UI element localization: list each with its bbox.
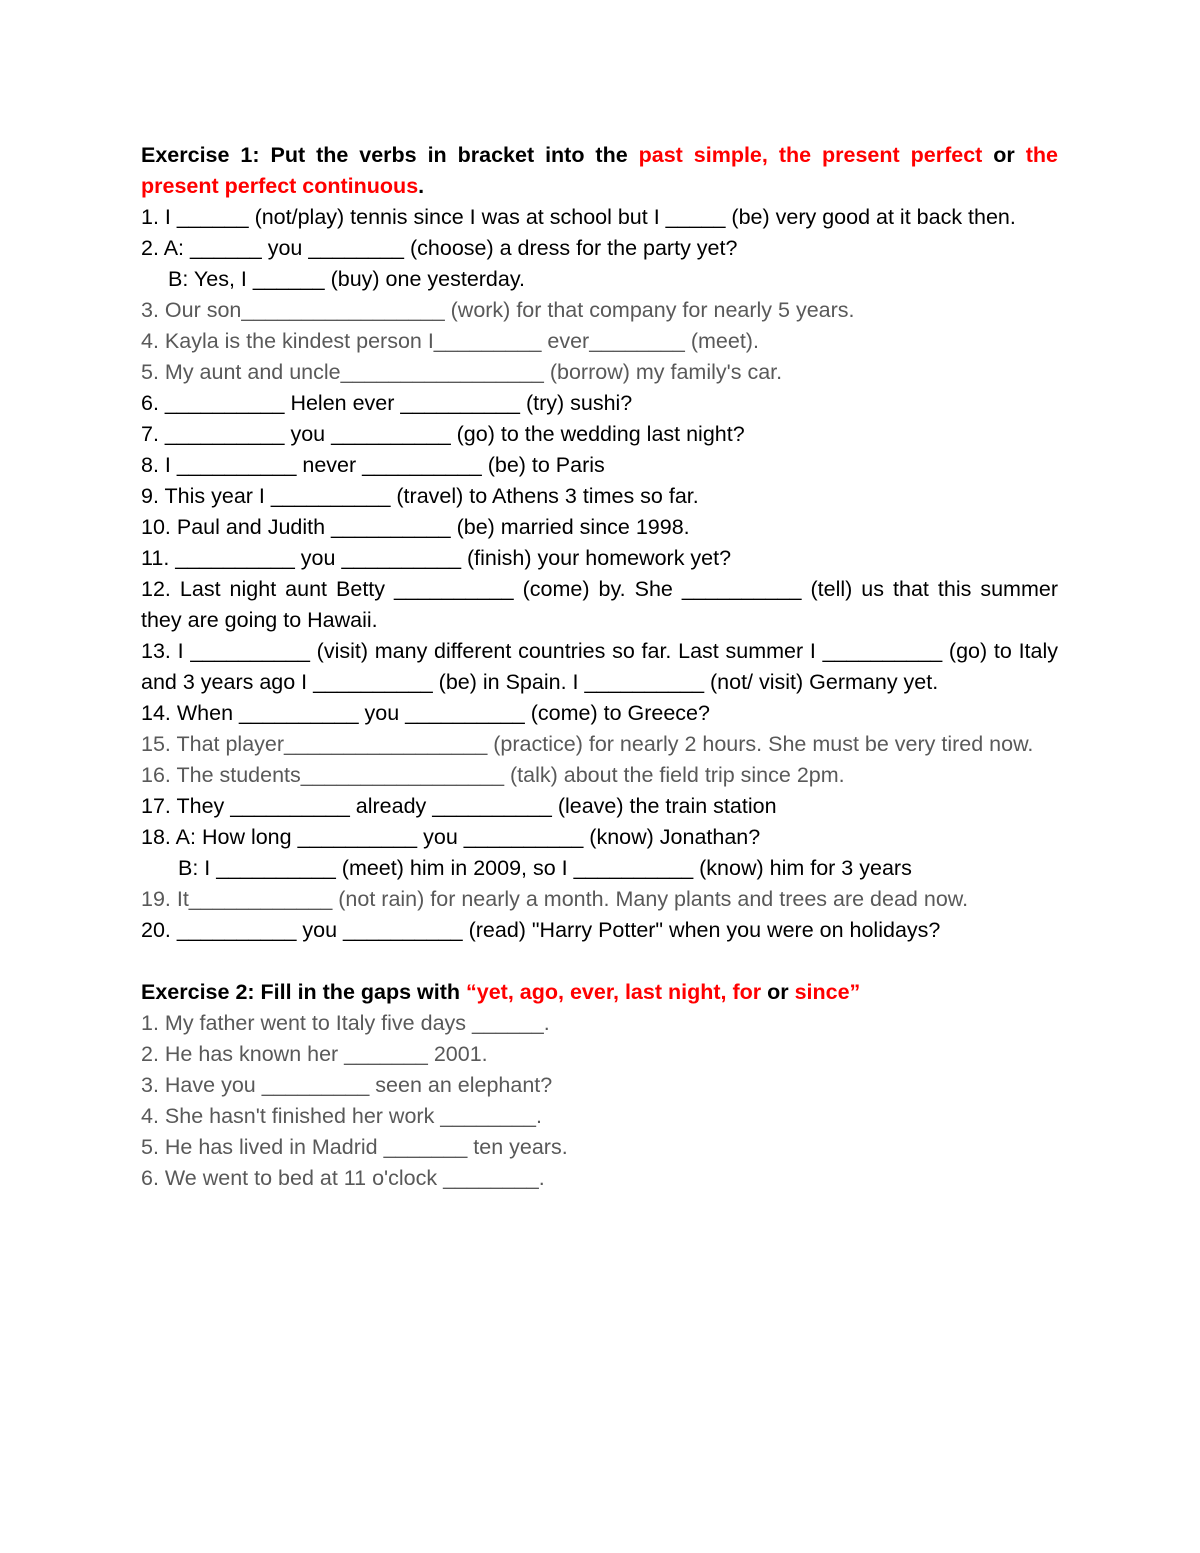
ex1-question-17: 17. They __________ already __________ (leave) the train station bbox=[141, 794, 777, 818]
exercise-1-tense-continuous: the present perfect continuous bbox=[141, 143, 1058, 198]
ex1-question-18a: 18. A: How long __________ you __________ (know) Jonathan? bbox=[141, 825, 761, 849]
worksheet bbox=[141, 140, 1058, 1194]
exercise-1-instruction: : Put the verbs in bracket into the bbox=[252, 143, 639, 167]
ex1-question-10: 10. Paul and Judith __________ (be) married since 1998. bbox=[141, 515, 690, 539]
ex2-question-1: 1. My father went to Italy five days ______. bbox=[141, 1011, 550, 1035]
ex1-question-19: 19. It____________ (not rain) for nearly a month. Many plants and trees are dead now. bbox=[141, 887, 969, 911]
exercise-2-or: or bbox=[761, 980, 795, 1004]
ex2-question-6: 6. We went to bed at 11 o'clock ________. bbox=[141, 1166, 545, 1190]
ex1-question-16: 16. The students_________________ (talk) about the field trip since 2pm. bbox=[141, 763, 845, 787]
ex1-question-2b: B: Yes, I ______ (buy) one yesterday. bbox=[168, 267, 525, 291]
exercise-1-period: . bbox=[418, 174, 425, 198]
exercise-1-tenses: past simple, the present perfect bbox=[638, 143, 983, 167]
ex1-question-3: 3. Our son_________________ (work) for that company for nearly 5 years. bbox=[141, 298, 855, 322]
ex2-question-4: 4. She hasn't finished her work ________. bbox=[141, 1104, 542, 1128]
ex1-question-5: 5. My aunt and uncle_________________ (borrow) my family's car. bbox=[141, 360, 783, 384]
exercise-1-or: or bbox=[982, 143, 1015, 167]
ex2-question-5: 5. He has lived in Madrid _______ ten years. bbox=[141, 1135, 568, 1159]
exercise-2-heading bbox=[141, 977, 1058, 1008]
ex1-question-9: 9. This year I __________ (travel) to Athens 3 times so far. bbox=[141, 484, 699, 508]
ex1-question-4: 4. Kayla is the kindest person I_________ ever________ (meet). bbox=[141, 329, 759, 353]
exercise-1-label: Exercise 1 bbox=[141, 143, 253, 167]
ex1-question-15: 15. That player_________________ (practice) for nearly 2 hours. She must be very tired now. bbox=[141, 732, 1034, 756]
ex1-question-8: 8. I __________ never __________ (be) to Paris bbox=[141, 453, 605, 477]
exercise-2-since: since” bbox=[794, 980, 861, 1004]
ex1-question-6: 6. __________ Helen ever __________ (try) sushi? bbox=[141, 391, 633, 415]
ex1-question-14: 14. When __________ you __________ (come) to Greece? bbox=[141, 701, 710, 725]
ex1-question-13: 13. I __________ (visit) many different countries so far. Last summer I __________ (go) to Italy and 3 years ago I __________ (be) in Spain. I __________ (not/ visit) Germany yet. bbox=[141, 639, 1058, 694]
exercise-2-instruction: : Fill in the gaps with bbox=[247, 980, 466, 1004]
ex1-question-12: 12. Last night aunt Betty __________ (come) by. She __________ (tell) us that this summer they are going to Hawaii. bbox=[141, 577, 1058, 632]
ex1-question-1: 1. I ______ (not/play) tennis since I was at school but I _____ (be) very good at it back then. bbox=[141, 205, 1016, 229]
ex2-question-3: 3. Have you _________ seen an elephant? bbox=[141, 1073, 553, 1097]
ex1-question-20: 20. __________ you __________ (read) "Harry Potter" when you were on holidays? bbox=[141, 918, 941, 942]
ex1-question-7: 7. __________ you __________ (go) to the wedding last night? bbox=[141, 422, 745, 446]
exercise-1-heading bbox=[141, 140, 1058, 202]
ex1-question-18b: B: I __________ (meet) him in 2009, so I __________ (know) him for 3 years bbox=[178, 856, 912, 880]
ex2-question-2: 2. He has known her _______ 2001. bbox=[141, 1042, 488, 1066]
ex1-question-2a: 2. A: ______ you ________ (choose) a dress for the party yet? bbox=[141, 236, 738, 260]
section-spacer bbox=[141, 946, 1058, 977]
exercise-2-label: Exercise 2 bbox=[141, 980, 248, 1004]
exercise-2-words: “yet, ago, ever, last night, for bbox=[466, 980, 762, 1004]
ex1-question-11: 11. __________ you __________ (finish) your homework yet? bbox=[141, 546, 732, 570]
